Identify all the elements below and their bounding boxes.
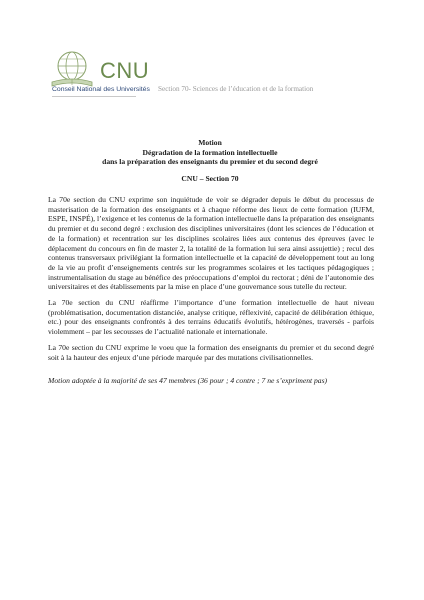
title-motion: Motion xyxy=(198,138,222,147)
motion-body xyxy=(48,195,374,392)
logo-subtitle: Conseil National des Universités xyxy=(52,86,150,93)
title-subject-cont: dans la préparation des enseignants du premier et du second degré xyxy=(102,157,318,167)
paragraph: La 70e section du CNU exprime le voeu que la formation des enseignants du premier et du second degré soit à la hauteur des enjeux d’une période marquée par des mutations civilisationnelles. xyxy=(48,342,374,362)
paragraph: La 70e section du CNU exprime son inquiétude de voir se dégrader depuis le début du processus de masterisation de la formation des enseignants et à chaque réforme des lieux de cette formation (IUFM, ESPE, INSPÉ), l’exigence et les contenus de la formation intellectuelle dans la préparation des enseignants du premier et du second degré : exclusion des disciplines universitaires (dont les sciences de l’éducation et de la formation) et recentration sur les disciplines scolaires liées aux contenus des épreuves (avec le déplacement du concours en fin de master 2, la totalité de la formation lui sera ainsi assujettie) ; recul des contenus transversaux privilégiant la formation intellectuelle et la capacité de développement tout au long de la vie au profit d’enseignements centrés sur les programmes scolaires et les tactiques pédagogiques ; instrumentalisation du stage au bénéfice des préoccupations d’emploi du rectorat ; déni de l’autonomie des universitaires et des établissements par la mise en place d’une gouvernance sous tutelle du recteur. xyxy=(48,195,374,292)
logo-wordmark: CNU xyxy=(100,58,150,83)
vote-result: Motion adoptée à la majorité de ses 47 membres (36 pour ; 4 contre ; 7 ne s’expriment pas) xyxy=(48,376,328,386)
section-label: Section 70- Sciences de l’éducation et de la formation xyxy=(158,85,314,93)
paragraph: La 70e section du CNU réaffirme l’importance d’une formation intellectuelle de haut niveau (problématisation, documentation distanciée, analyse critique, réflexivité, capacité de délibération éthique, etc.) pour des enseignants confrontés à des terrains éducatifs évolutifs, hétérogènes, traversés - parfois violemment – par les secousses de l’actualité nationale et internationale. xyxy=(48,298,374,337)
title-block xyxy=(60,138,360,183)
title-section: CNU – Section 70 xyxy=(181,173,239,183)
title-subject: Dégradation de la formation intellectuelle xyxy=(142,147,278,157)
header-divider xyxy=(52,96,136,97)
